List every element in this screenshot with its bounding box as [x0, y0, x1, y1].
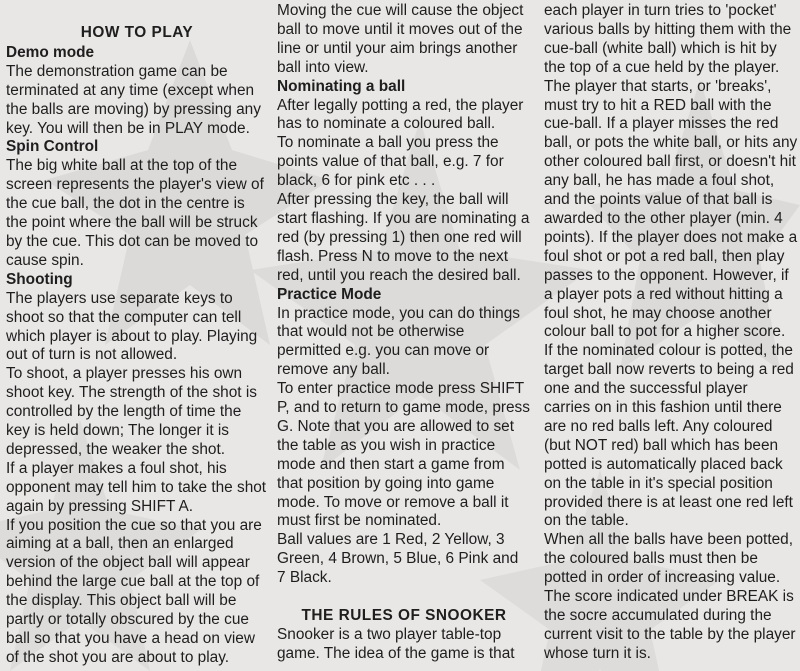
section-spacer	[277, 588, 531, 607]
rules-paragraph: When all the balls have been potted, the coloured balls must then be potted in order of increasing value.	[544, 531, 793, 587]
shooting-heading: Shooting	[6, 270, 73, 288]
demo-mode-heading: Demo mode	[6, 43, 95, 61]
demo-mode-text: The demonstration game can be terminated at any time (except when the balls are moving) by pressing any key. You will then be in PLAY mode.	[6, 62, 261, 137]
column-left	[6, 2, 268, 668]
practice-mode-heading: Practice Mode	[277, 285, 382, 303]
rules-paragraph: The score indicated under BREAK is the socre accumulated during the current visit to the table by the player whose turn it is.	[544, 588, 796, 662]
shooting-paragraph: If a player makes a foul shot, his opponent may tell him to take the shot again by pressing SHIFT A.	[6, 459, 267, 515]
column-middle	[277, 2, 531, 664]
rules-paragraph: each player in turn tries to 'pocket' various balls by hitting them with the cue-ball (white ball) which is hit by the top of a cue held by the player.	[544, 2, 792, 76]
rules-of-snooker-heading: THE RULES OF SNOOKER	[301, 607, 507, 625]
ball-values-text: Ball values are 1 Red, 2 Yellow, 3 Green, 4 Brown, 5 Blue, 6 Pink and 7 Black.	[277, 531, 519, 587]
nominating-paragraph: To nominate a ball you press the points value of that ball, e.g. 7 for black, 6 for pink etc . . .	[277, 134, 504, 190]
how-to-play-heading: HOW TO PLAY	[80, 24, 194, 41]
shooting-paragraph: If you position the cue so that you are aiming at a ball, then an enlarged version of the object ball will appear behind the large cue ball at the top of the display. This object ball will be partly or totally obscured by the cue ball so that you have a head on view of the shot you are about to play.	[6, 516, 262, 666]
rules-intro-text: Snooker is a two player table-top game. The idea of the game is that	[277, 626, 515, 662]
column-right	[544, 2, 798, 664]
nominating-heading: Nominating a ball	[277, 77, 406, 95]
cue-movement-text: Moving the cue will cause the object ball to move until it moves out of the line or until your aim brings another ball into view.	[277, 2, 524, 76]
shooting-paragraph: To shoot, a player presses his own shoot key. The strength of the shot is controlled by the length of time the key is held down; The longer it is depressed, the weaker the shot.	[6, 365, 257, 458]
practice-paragraph: To enter practice mode press SHIFT P, and to return to game mode, press G. Note that you are allowed to set the table as you wish in practice mode and then start a game from that position by going into game mode. To move or remove a ball it must first be nominated.	[277, 380, 530, 530]
nominating-paragraph: After pressing the key, the ball will start flashing. If you are nominating a red (by pressing 1) then one red will flash. Press N to move to the next red, until you reach the desired ball.	[277, 191, 530, 284]
spin-control-text: The big white ball at the top of the screen represents the player's view of the cue ball, the dot in the centre is the point where the ball will be struck by the cue. This dot can be moved to cause spin.	[6, 157, 264, 269]
nominating-paragraph: After legally potting a red, the player has to nominate a coloured ball.	[277, 96, 524, 133]
shooting-paragraph: The players use separate keys to shoot so that the computer can tell which player is about to play. Playing out of turn is not allowed.	[6, 289, 258, 364]
spin-control-heading: Spin Control	[6, 138, 99, 156]
practice-paragraph: In practice mode, you can do things that would not be otherwise permitted e.g. you can move or remove any ball.	[277, 304, 520, 379]
rules-paragraph: If the nominated colour is potted, the target ball now reverts to being a red one and the successful player carries on in this fashion until there are no red balls left. Any coloured (but NOT red) ball which has been potted is automatically placed back on the table in it's special position provided there is at least one red left on the table.	[544, 342, 794, 530]
rules-paragraph: The player that starts, or 'breaks', must try to hit a RED ball with the cue-ball. If a player misses the red ball, or pots the white ball, or hits any other coloured ball first, or doesn't hit any ball, he has made a foul shot, and the points value of that ball is awarded to the other player (min. 4 points). If the player does not make a foul shot or pot a red ball, then play passes to the opponent. However, if a player pots a red without hitting a foul shot, he may choose another colour ball to pot for a higher score.	[544, 77, 798, 341]
